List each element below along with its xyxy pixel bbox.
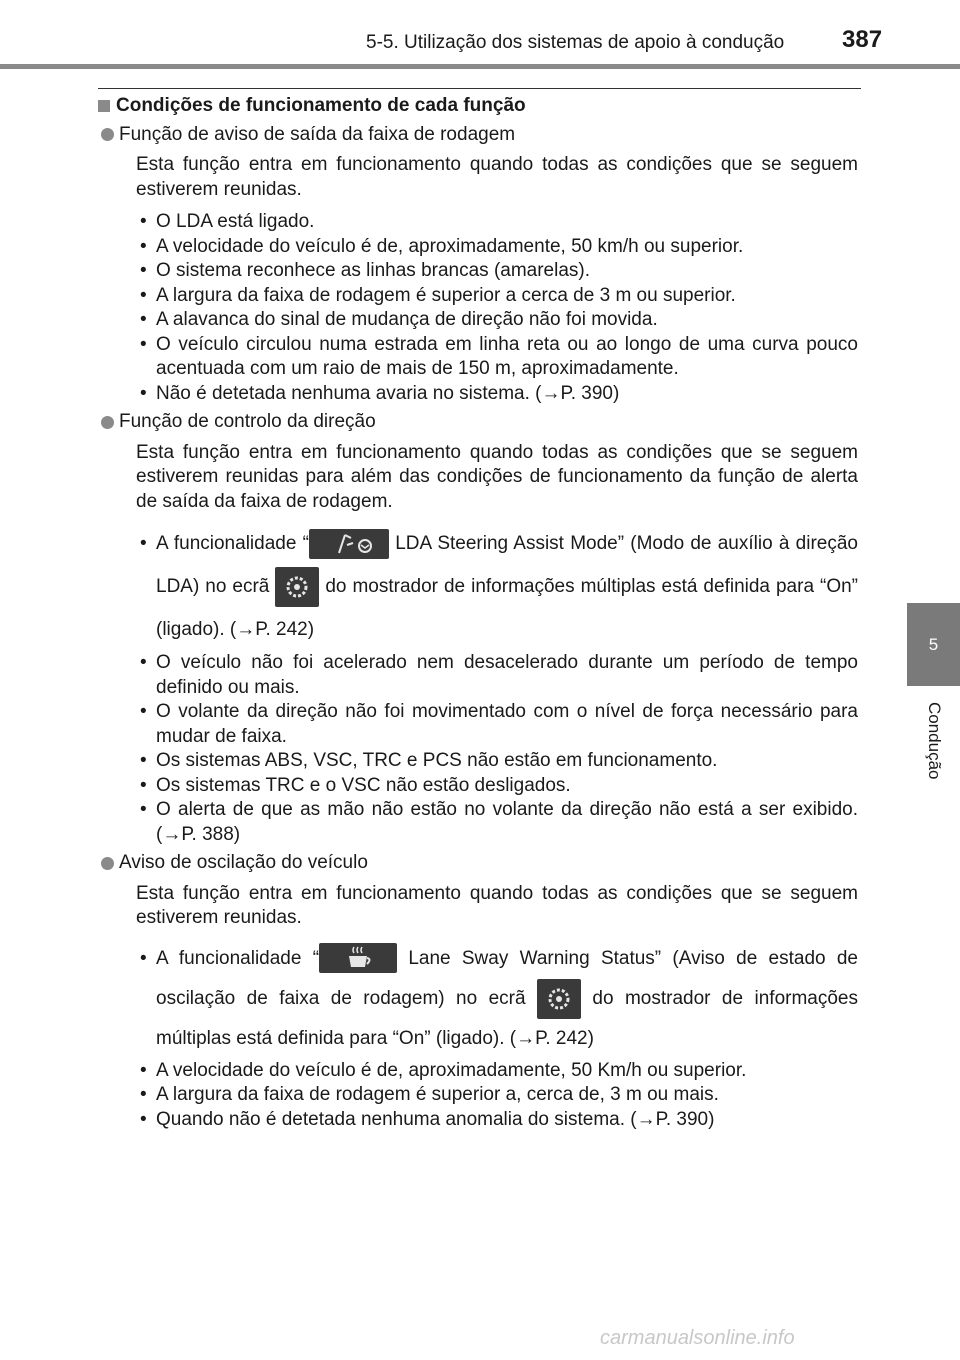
condition-list (136, 522, 858, 847)
list-item: • O alerta de que as mão não estão no volante da direção não está a ser exibido. (→P. 388) (136, 798, 858, 847)
list-item: • A largura da faixa de rodagem é superior a, cerca de, 3 m ou mais. (136, 1083, 858, 1108)
condition-list (136, 210, 858, 406)
gear-settings-icon (275, 567, 319, 607)
intro-paragraph: Esta função entra em funcionamento quando todas as condições que se seguem estiverem reunidas para além das condições de funcionamento da função de alerta de saída da faixa de rodagem. (136, 441, 858, 512)
list-item: • O sistema reconhece as linhas brancas (amarelas). (136, 259, 858, 284)
sub-heading-lane-departure (98, 123, 858, 148)
intro-paragraph: Esta função entra em funcionamento quando todas as condições que se seguem estiverem reunidas. (136, 154, 858, 200)
section-heading-text: Condições de funcionamento de cada função (116, 95, 526, 116)
header-section-title: 5-5. Utilização dos sistemas de apoio à condução (366, 32, 785, 53)
circle-icon (101, 128, 114, 141)
list-item: • A largura da faixa de rodagem é superior a cerca de 3 m ou superior. (136, 284, 858, 309)
page-number: 387 (842, 26, 883, 53)
list-item: • O LDA está ligado. (136, 210, 858, 235)
list-item: • A velocidade do veículo é de, aproximadamente, 50 km/h ou superior. (136, 235, 858, 260)
circle-icon (101, 857, 114, 870)
coffee-cup-icon (319, 943, 397, 973)
list-item: • O volante da direção não foi movimentado com o nível de força necessário para mudar de faixa. (136, 700, 858, 749)
content (98, 94, 858, 1136)
list-item: • A funcionalidade “ LDA Steering Assist Mode” (Modo de auxílio à direção LDA) no ecrã do mostrador de informações múltiplas está definida para “On” (ligado). (→P. 242) (136, 522, 858, 651)
list-item: • O veículo não foi acelerado nem desacelerado durante um período de tempo definido ou mais. (136, 651, 858, 700)
list-item: • A funcionalidade “ Lane Sway Warning Status” (Aviso de estado de oscilação de faixa de rodagem) no ecrã do mostrador de informações múltiplas está definida para “On” (ligado). (→P. 242) (136, 939, 858, 1059)
sub-heading-text: Aviso de oscilação do veículo (119, 852, 368, 873)
header-bar (0, 64, 960, 69)
list-item: • O veículo circulou numa estrada em linha reta ou ao longo de uma curva pouco acentuada com um raio de mais de 150 m, aproximadamente. (136, 333, 858, 382)
square-icon (98, 100, 110, 112)
sub-heading-steering-control (98, 410, 858, 435)
circle-icon (101, 416, 114, 429)
gear-settings-icon (537, 979, 581, 1019)
side-tab-label: Condução (925, 702, 944, 780)
watermark: carmanualsonline.info (600, 1327, 795, 1349)
sub-heading-text: Função de controlo da direção (119, 411, 376, 432)
sub-heading-vehicle-sway (98, 851, 858, 876)
sub-heading-text: Função de aviso de saída da faixa de rodagem (119, 123, 516, 145)
side-tab (907, 603, 960, 686)
lda-steering-icon (309, 529, 389, 559)
list-item: • Os sistemas ABS, VSC, TRC e PCS não estão em funcionamento. (136, 749, 858, 774)
intro-paragraph: Esta função entra em funcionamento quando todas as condições que se seguem estiverem reunidas. (136, 882, 858, 928)
list-item: • Quando não é detetada nenhuma anomalia do sistema. (→P. 390) (136, 1108, 858, 1133)
list-item: • A alavanca do sinal de mudança de direção não foi movida. (136, 308, 858, 333)
list-item: • A velocidade do veículo é de, aproximadamente, 50 Km/h ou superior. (136, 1059, 858, 1084)
condition-list (136, 939, 858, 1133)
list-item: • Os sistemas TRC e o VSC não estão desligados. (136, 774, 858, 799)
top-rule (98, 88, 861, 89)
section-heading (98, 94, 858, 119)
list-item: • Não é detetada nenhuma avaria no sistema. (→P. 390) (136, 382, 858, 407)
side-tab-number: 5 (928, 634, 939, 654)
